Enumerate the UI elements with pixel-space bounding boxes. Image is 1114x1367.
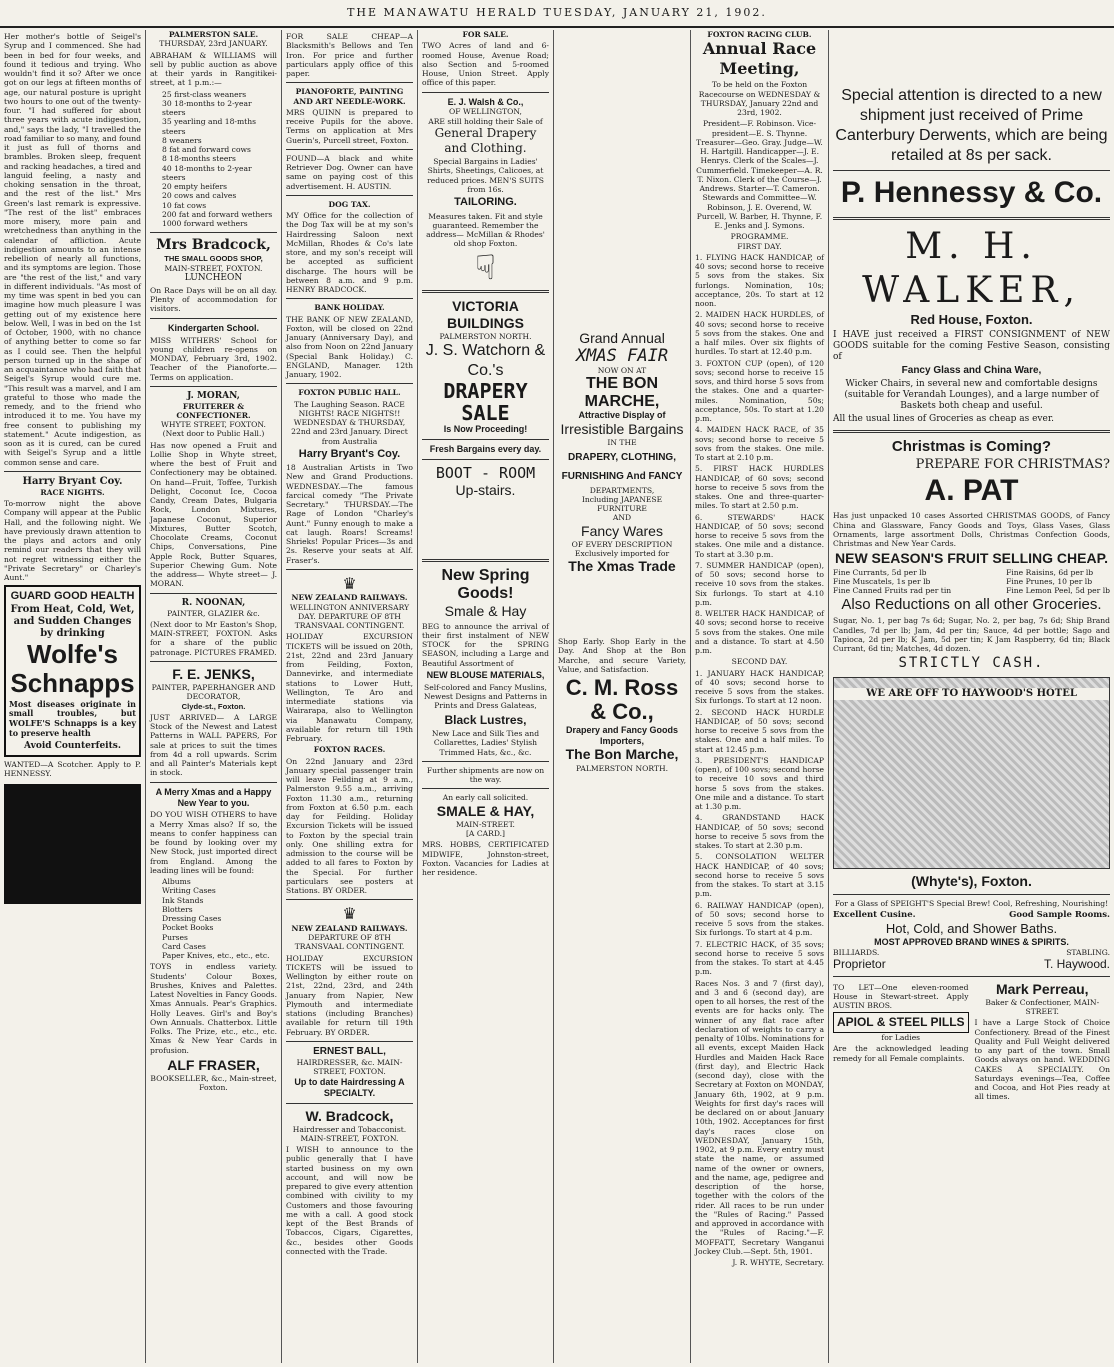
- wanted-ad: WANTED—A Scotcher. Apply to P. HENNESSY.: [4, 759, 141, 778]
- attractive: Attractive Display of: [578, 410, 666, 421]
- imported: Exclusively imported for: [574, 548, 670, 558]
- list-item: Card Cases: [162, 941, 206, 951]
- races-text: On 22nd January and 23rd January special passenger train will leave Feilding at 9 a.m., Palmerston 9.55 a.m., arriving Foxton 11.30 a.m., returning from Foxton at 6.50 p.m. each day for Feilding. Holiday Excursion Tickets will be issued to Foxton by the special train only. One shilling extra for admission to the course will be added to all fares to Foxton by the Special. For further particulars see posters at Stations. BY ORDER.: [286, 756, 413, 896]
- race-event: 6. RAILWAY HANDICAP (open), of 50 sovs; second horse to receive 5 sovs from the stakes. Six furlongs. To start at 4 p.m.: [695, 900, 824, 938]
- blouse: NEW BLOUSE MATERIALS,: [426, 669, 545, 680]
- main-st: MAIN-STREET.: [456, 819, 515, 829]
- sugar: Sugar, No. 1, per bag 7s 6d; Sugar, No. 2, per bag, 7s 6d; Ship Brand Candles, 7d per lb; Jam, 4d per tin; Sauce, 4d per bottle; Sago and Tapioca, 2d per lb; K Jam, 5d per tin; K Jam Raspberry, 6d tin; Black Currant, 6d tin; Matches, 4d dozen.: [833, 616, 1110, 654]
- wicker: Wicker Chairs, in several new and comfortable designs (suitable for Verandah Lounges), and a large number of Baskets both cheap and useful.: [844, 379, 1099, 412]
- programme: PROGRAMME.: [730, 232, 789, 242]
- race-nights-heading: RACE NIGHTS.: [40, 487, 105, 497]
- smale-text: BEG to announce the arrival of their first instalment of NEW STOCK for the SPRING SEASON, including a Large and Beautiful Assortment of: [422, 621, 549, 668]
- sale-title: PALMERSTON SALE.: [168, 30, 259, 39]
- fancy-glass: Fancy Glass and China Ware,: [901, 365, 1042, 377]
- rail1-title: NEW ZEALAND RAILWAYS.: [291, 593, 408, 603]
- crest-icon: ♛: [342, 904, 357, 924]
- column-6: [691, 30, 829, 1363]
- cuisine-row: [833, 910, 1110, 920]
- wb-text: I WISH to announce to the public generally that I have started business on my own account, and will now be prepared to give every attention combined with civility to my Customers and those favouring me with a call. A good stock kept of the Best Brands of Tobaccos, Cigars, Cigarettes, &c., besides other Goods connected with the Trade.: [286, 1145, 413, 1256]
- cuisine-right: Good Sample Rooms.: [1009, 910, 1110, 921]
- blouse-text: Self-colored and Fancy Muslins, Newest Designs and Patterns in Prints and Dress Galateas,: [423, 682, 548, 711]
- piano-text: MRS QUINN is prepared to receive Pupils for the above. Terms on application at Mrs Guerin's, Purcell street, Foxton.: [286, 107, 413, 145]
- club-title: FOXTON RACING CLUB.: [707, 30, 812, 39]
- shop-early: Shop Early. Shop Early in the Day. And Shop at the Bon Marche, and secure Variety, Value, and Satisfaction.: [558, 637, 686, 674]
- fruit-right: [1006, 568, 1110, 596]
- list-item: Fine Muscatels, 1s per lb: [833, 577, 931, 587]
- second-day: SECOND DAY.: [731, 657, 788, 667]
- fruit-left: [833, 568, 951, 596]
- xmas-text: DO YOU WISH OTHERS to have a Merry Xmas also? If so, the means to confer happiness can be found by looking over my New Stock, just imported direct from England. Among the leading lines will be found:: [150, 810, 277, 875]
- special-attention: Special attention is directed to a new shipment just received of Prime Canterbury Derwents, which are being retailed at 8s per sack.: [835, 87, 1108, 164]
- xmas-title: A Merry Xmas and a Happy New Year to you.: [155, 786, 272, 808]
- fraser-trade: BOOKSELLER, &c., Main-street, Foxton.: [150, 1074, 277, 1093]
- race-event: 3. FOXTON CUP (open), of 120 sovs; second horse to receive 15 sovs, and third horse 5 sovs from the stakes. One and a quarter-miles. Nomination, 50s; acceptance, 50s. To start at 1.20 p.m.: [695, 358, 824, 424]
- depts: DRAPERY, CLOTHING, FURNISHING And FANCY: [561, 451, 683, 482]
- smale2: SMALE & HAY,: [436, 802, 535, 819]
- fresh: Fresh Bargains every day.: [429, 444, 542, 455]
- stabling: STABLING.: [1066, 947, 1110, 957]
- list-item: 20 cows and calves: [162, 191, 237, 201]
- lustres-text: New Lace and Silk Ties and Collarettes, Ladies' Stylish Trimmed Hats, &c., &c.: [431, 729, 540, 757]
- jenks-trade: PAINTER, PAPERHANGER AND DECORATOR,: [151, 683, 276, 702]
- hall-sub: The Laughing Season. RACE NIGHTS! RACE NIGHTS!! WEDNESDAY & THURSDAY, 22nd and 23rd January. Direct from Australia: [291, 399, 408, 446]
- bank-title: BANK HOLIDAY.: [314, 303, 385, 313]
- moran-name: J. MORAN,: [187, 390, 240, 401]
- perreau-text: I have a Large Stock of Choice Confectionery. Bread of the Finest Quality and Full Weight delivered to any part of the town. Small Goods always on hand. WEDDING CAKES A SPECIALTY. On Saturdays evenings—Tea, Coffee and Cocoa, and Hot Pies ready at all times.: [974, 1018, 1110, 1102]
- luncheon: LUNCHEON: [184, 272, 243, 283]
- upstairs: Up-stairs.: [455, 482, 516, 499]
- race-event: 2. SECOND HACK HURDLE HANDICAP, of 50 sovs; second horse to receive 5 sovs from the stakes. One and a half miles. To start at 12.45 p.m.: [695, 707, 824, 754]
- annual-title: Annual Race Meeting,: [702, 39, 817, 78]
- seigel-article: Her mother's bottle of Seigel's Syrup and I commenced. She had been in bed for four weeks, and found it tedious and trying. Who wouldn't find it so? After we once got on our legs at fifteen months of age, our natural posture is upright two hours to one out of the twenty-four. "I had suffered for about three years with acute indigestion, and," says the lady, "I travelled the road familiar to so many, and found it just as full of thorns and brambles. Broken sleep, frequent and racking headaches, a tired and languid feeling, a nasty and choking sensation in the throat, and the rest of the list." Mrs Green's last remark is expressive. "The rest of the list" embraces more misery, more pain and wretchedness than anything in the calendar of affliction. Acute indigestion amounts to an intense rebellion of nearly all functions, and its symptoms are legion. Those are "the rest of the list," and vary in different individuals. "As most of my time was spent in bed you can imagine how much pleasure I was getting out of my existence here below. Well, I was in bed on the 1st of October, 1900, with no chance of anything better to come so far as I could see. Then the helpful person turned up in the shape of an acquaintance who had faith that Seigel's Syrup would cure me. "This result was a marvel, and I am grateful to those who made the remedy, and to the friend who introduced it to me. You have my free consent to publishing my statement." Acute indigestion, as soon as it is cured, can be cured with Seigel's Syrup and a little common sense and care.: [4, 32, 141, 467]
- list-item: Fine Currants, 5d per lb: [833, 567, 927, 577]
- race-event: 6. STEWARDS' HACK HANDICAP, of 50 sovs; second horse to receive 5 sovs from the stakes. One mile and a distance. To start at 3.30 p.m.: [695, 512, 824, 559]
- forsale-ad: FOR SALE CHEAP—A Blacksmith's Bellows and Ten Iron. For price and further particulars apply office of this paper.: [286, 32, 413, 78]
- list-item: 8 weaners: [162, 135, 202, 145]
- rail1-text: HOLIDAY EXCURSION TICKETS will be issued on 20th, 21st, 22nd and 23rd January from Feilding, Foxton, Dannevirke, and intermediate stations to Lower Hutt, Wellington, Te Aro and intermediate stations via Wairarapa, also to Wellington via Manawatu Company, available for return till 19th February.: [286, 632, 413, 744]
- speight: For a Glass of SPEIGHT'S Special Brew! Cool, Refreshing, Nourishing!: [834, 899, 1109, 909]
- bottom-ads: [833, 981, 1110, 1104]
- smale-name: Smale & Hay: [444, 602, 527, 619]
- ross-trade: Drapery and Fancy Goods Importers,: [565, 724, 679, 746]
- hall-company: Harry Bryant's Coy.: [298, 447, 401, 460]
- wolfe-name: Wolfe's Schnapps: [10, 639, 135, 698]
- bryant-heading: Harry Bryant Coy.: [22, 475, 123, 487]
- rules-text: Races Nos. 3 and 7 (first day), and 3 and 6 (second day), are open to all horses, the rest of the events are for hacks only. The winner of any flat race after declaration of weights to carry a penalty of 10lbs. Nominations for all events, except Maiden Hack Hurdles and Maiden Hack Race (first day), and Electric Hack (second day), close with the Secretary at Foxton on MONDAY, January 6th, 1902, at 9 p.m. Weights for first day's races will be declared on or about January 10th, 1902. Acceptances for first day's races close on WEDNESDAY, January 15th, 1902, at 9 p.m. Every entry must state the name, or assumed name of the owner or owners, and the name, age, pedigree and description of the horse, together with the colors of the rider. All races to be run under the "Rules of Racing." Passed and approved in accordance with the "Rules of Racing."—F. MOFFATT, Secretary Wanganui Jockey Club.—Sept. 5th, 1901.: [695, 978, 824, 1256]
- race-event: 4. MAIDEN HACK RACE, of 35 sovs; second horse to receive 5 sovs from the stakes. One mile. To start at 2.10 p.m.: [695, 425, 824, 463]
- apiol-sub: for Ladies: [881, 1033, 921, 1043]
- column-5: [554, 30, 691, 1363]
- and: AND: [612, 513, 632, 523]
- proceeding: Is Now Proceeding!: [443, 424, 528, 435]
- coach-illustration: [833, 677, 1110, 869]
- kinder-title: Kindergarten School.: [167, 322, 259, 333]
- forsale-text: TWO Acres of land and 6-roomed House, Avenue Road; also Section and 5-roomed House, Union Street. Apply office of this paper.: [422, 41, 549, 88]
- column-1: [0, 30, 146, 1363]
- first-day: FIRST DAY.: [737, 241, 782, 251]
- sale-date: THURSDAY, 23rd JANUARY.: [159, 39, 268, 49]
- list-item: Purses: [162, 932, 188, 942]
- pat-text: Has just unpacked 10 cases Assorted CHRISTMAS GOODS, of Fancy China and Glassware, Fancy Goods and Toys, Glass Vases, Glass Ornaments, large assortment Dolls, Christmas Confection Goods, Christmas and New Year Cards.: [833, 511, 1110, 549]
- strictly-cash: STRICTLY CASH.: [898, 655, 1045, 672]
- bradcock-shop: THE SMALL GOODS SHOP,: [164, 254, 263, 264]
- dogtax-title: DOG TAX.: [328, 199, 371, 209]
- in-the: IN THE: [607, 438, 637, 448]
- every-desc: OF EVERY DESCRIPTION: [571, 539, 673, 549]
- baths: Hot, Cold, and Shower Baths.: [885, 920, 1058, 936]
- walker: M. H. WALKER,: [862, 225, 1081, 311]
- luncheon-text: On Race Days will be on all day. Plenty of accommodation for visitors.: [150, 285, 277, 314]
- moran-trade: FRUITERER & CONFECTIONER.: [176, 401, 251, 420]
- race-event: 7. SUMMER HANDICAP (open), of 50 sovs; second horse to receive 10 sovs from the stakes. Six furlongs. To start at 4.10 p.m.: [695, 560, 824, 607]
- walsh-more: Special Bargains in Ladies' Shirts, Sheetings, Calicoes, at reduced prices. MEN'S SUITS from 16s.: [427, 157, 544, 194]
- billiards: BILLIARDS.: [833, 947, 880, 957]
- victoria-title: VICTORIA BUILDINGS: [447, 297, 524, 331]
- pointing-hand-icon: ☟: [475, 247, 496, 288]
- race-event: 3. PRESIDENT'S HANDICAP (open), of 100 sovs; second horse to receive 10 sovs and third horse 5 sovs from the stakes. One mile and a distance. To start at 1.30 p.m.: [695, 755, 824, 812]
- sale-intro: ABRAHAM & WILLIAMS will sell by public auction as above at their yards in Rangitikei-street, at 1 p.m.:—: [150, 50, 277, 88]
- held: To be held on the Foxton Racecourse on WEDNESDAY & THURSDAY, January 22nd and 23rd, 1902.: [698, 80, 821, 118]
- race-event: 1. JANUARY HACK HANDICAP, of 40 sovs; second horse to receive 5 sovs from the stakes. Six furlongs. To start at 12 noon.: [695, 668, 824, 706]
- wolfe-text: Most diseases originate in small troubles, but WOLFE'S Schnapps is a key to preserve health: [9, 698, 136, 738]
- drapery-sale: DRAPERY SALE: [443, 379, 528, 426]
- including: Including JAPANESE FURNITURE: [581, 494, 663, 513]
- lustres: Black Lustres,: [444, 712, 527, 727]
- list-item: Dressing Cases: [162, 914, 222, 924]
- apiol-text: Are the acknowledged leading remedy for all Female complaints.: [833, 1044, 969, 1063]
- list-item: 8 18-months steers: [162, 154, 236, 164]
- race-event: 7. ELECTRIC HACK, of 35 sovs; second horse to receive 5 sovs from the stakes. To start at 4.45 p.m.: [695, 939, 824, 977]
- victoria-addr: PALMERSTON NORTH.: [439, 331, 532, 341]
- crest-icon: ♛: [342, 573, 357, 593]
- ball-text: Up to date Hairdressing A SPECIALTY.: [294, 1076, 405, 1098]
- black-block: [4, 784, 141, 904]
- walker-text: I HAVE just received a FIRST CONSIGNMENT of NEW GOODS suitable for the coming Festive Season, consisting of: [833, 330, 1110, 363]
- wines: MOST APPROVED BRAND WINES & SPIRITS.: [874, 936, 1069, 947]
- noonan-trade: PAINTER, GLAZIER &c.: [167, 608, 260, 618]
- rail2-text: HOLIDAY EXCURSION TICKETS will be issued to Wellington by either route on 21st, 22nd, 23rd, and 24th January from Napier, New Plymouth and intermediate stations (including Branches) available for return till 19th February. BY ORDER.: [286, 953, 413, 1037]
- list-item: Writing Cases: [162, 886, 216, 896]
- ball-trade: HAIRDRESSER, &c. MAIN-STREET, FOXTON.: [296, 1058, 403, 1077]
- bon-marche-2: The Bon Marche,: [565, 746, 679, 763]
- wb-name: W. Bradcock,: [305, 1107, 394, 1124]
- fruit-title: NEW SEASON'S FRUIT SELLING CHEAP.: [835, 550, 1108, 567]
- race-event: 1. FLYING HACK HANDICAP, of 40 sovs; second horse to receive 5 sovs from the stakes. Six furlongs. Nomination, 10s; acceptance, 20s. To start at 12 noon.: [695, 252, 824, 309]
- list-item: 10 fat cows: [162, 200, 207, 210]
- ball-name: ERNEST BALL,: [313, 1045, 386, 1057]
- list-item: Albums: [162, 877, 191, 887]
- forsale-title: FOR SALE.: [462, 30, 509, 39]
- tailoring: TAILORING.: [454, 196, 517, 209]
- list-item: Fine Prunes, 10 per lb: [1006, 577, 1093, 587]
- reductions: Also Reductions on all other Groceries.: [841, 595, 1102, 613]
- bryant-article: To-morrow night the above Company will appear at the Public Hall, and the following night. We have previously drawn attention to the plays and actors and only remind our readers that they will not regret witnessing either the "Private Secretary" or Charley's Aunt.": [4, 499, 141, 583]
- race-event: 2. MAIDEN HACK HURDLES, of 40 sovs; second horse to receive 5 sovs from the stakes. One and a half miles. Over six flights of hurdles. To start at 12.40 p.m.: [695, 310, 824, 357]
- hall-text: 18 Australian Artists in Two New and Grand Productions. WEDNESDAY.—The famous farcical comedy "The Private Secretary." THURSDAY.—The Rage of London "Charley's Aunt." Funny enough to make a cat laugh. Roars! Screams! Shrieks! Popular Prices—3s and 2s. Reserve your seats at Alf. Fraser's.: [286, 463, 413, 565]
- list-item: 1000 forward wethers: [162, 219, 248, 228]
- race-event: 5. CONSOLATION WELTER HACK HANDICAP, of 40 sovs; second horse to receive 5 sovs from the stakes. To start at 3.15 p.m.: [695, 852, 824, 899]
- tailor-text: Measures taken. Fit and style guaranteed. Remember the address— McMillan & Rhodes' old shop Foxton.: [426, 211, 545, 249]
- piano-title: PIANOFORTE, PAINTING AND ART NEEDLE-WORK.: [293, 87, 406, 106]
- column-7: [829, 30, 1114, 1363]
- found-ad: FOUND—A black and white Retriever Dog. Owner can have same on paying cost of this advertisement. H. AUSTIN.: [286, 153, 413, 191]
- noonan-name: R. NOONAN,: [181, 597, 246, 608]
- list-item: Fine Raisins, 6d per lb: [1006, 567, 1094, 577]
- hennessy: P. Hennessy & Co.: [840, 176, 1103, 209]
- list-item: 35 yearling and 18-mths steers: [162, 117, 257, 136]
- prepare: PREPARE FOR CHRISTMAS?: [915, 456, 1110, 472]
- list-item: 40 18-months to 2-year steers: [162, 163, 252, 182]
- haywood: T. Haywood.: [1043, 957, 1110, 972]
- bradcock-name: Mrs Bradcock,: [156, 237, 271, 254]
- column-2: [146, 30, 282, 1363]
- xmas-more: TOYS in endless variety. Students' Colour Boxes, Brushes, Knives and Palettes. Latest Novelties in Fancy Goods. Xmas Annuals. Pear's Graphics. Holly Leaves. Girl's and Boy's Own Annuals. Chatterbox. Little Folks. The Prize, etc., etc., etc. Xmas & New Year Cards in profusion.: [150, 962, 277, 1055]
- walsh-goods: General Drapery and Clothing.: [434, 125, 537, 155]
- list-item: Pocket Books: [162, 923, 214, 933]
- proprietor-row: [833, 957, 1110, 972]
- list-item: 8 fat and forward cows: [162, 145, 251, 154]
- apiol: APIOL & STEEL PILLS: [833, 1012, 969, 1033]
- hobbs: MRS. HOBBS, CERTIFICATED MIDWIFE, Johnston-street, Foxton. Vacancies for Ladies at her residence.: [422, 840, 549, 878]
- bradcock-addr: MAIN-STREET, FOXTON.: [164, 263, 263, 273]
- stock-list: [162, 90, 277, 229]
- tolet: TO LET—One eleven-roomed House in Stewart-street. Apply AUSTIN BROS.: [833, 982, 969, 1011]
- early: An early call solicited.: [442, 793, 529, 803]
- walsh-name: E. J. Walsh & Co.,: [447, 96, 524, 107]
- perreau: Mark Perreau,: [995, 980, 1089, 997]
- rail1-sub: WELLINGTON ANNIVERSARY DAY. DEPARTURE OF 8TH TRANSVAAL CONTINGENT.: [289, 602, 410, 631]
- hall-title: FOXTON PUBLIC HALL.: [298, 388, 401, 398]
- race-event: 4. GRANDSTAND HACK HANDICAP, of 50 sovs; second horse to receive 5 sovs from the stakes. To start at 2.30 p.m.: [695, 813, 824, 851]
- races-title: FOXTON RACES.: [313, 745, 386, 755]
- proprietor: Proprietor: [833, 957, 886, 972]
- race-event: 5. FIRST HACK HURDLES HANDICAP, of 60 sovs; second horse to receive 5 sovs from the stakes. One and three-quarter-miles. To start at 2.50 p.m.: [695, 464, 824, 511]
- now-on: NOW ON AT: [597, 365, 647, 375]
- fancy-wares: Fancy Wares: [581, 522, 663, 539]
- fruit-prices: [833, 568, 1110, 596]
- moran-text: Has now opened a Fruit and Lollie Shop in Whyte street, where the best of Fruit and Confectionery may be obtained. On hand—Fruit, Toffee, Turkish Delight, Coconut Ice, Cocoa Candy, Cream Dates, Bulgaria Rock, London Mixtures, Japanese Coconut, Superior Mixtures, Butter Scotch, Chocolate Creams, Coconut Chips, Conversations, Pine Apple Rock, Butter Squares, Superior Chewing Gum. Note the address— Whyte street— J. MORAN.: [150, 440, 277, 589]
- walsh-text: ARE still holding their Sale of: [428, 116, 543, 126]
- xmas-list: [162, 877, 277, 960]
- grand-annual: Grand Annual: [579, 330, 665, 346]
- fraser-name: ALF FRASER,: [167, 1056, 260, 1073]
- wb-trade: Hairdresser and Tobacconist. MAIN-STREET, FOXTON.: [292, 1124, 407, 1143]
- new-spring: New Spring Goods!: [441, 567, 530, 602]
- right-ads: [975, 981, 1111, 1104]
- xmas-trade: The Xmas Trade: [568, 558, 676, 575]
- race-event: 8. WELTER HACK HANDICAP, of 40 sovs; second horse to receive 5 sovs from the stakes. One mile and a distance. To start at 4.50 p.m.: [695, 609, 824, 656]
- jenks-name: F. E. JENKS,: [172, 665, 255, 682]
- list-item: Paper Knives, etc., etc., etc.: [162, 951, 270, 961]
- departments: DEPARTMENTS,: [589, 485, 655, 495]
- boot-room: BOOT - ROOM: [435, 464, 536, 482]
- list-item: Fine Canned Fruits rad per tin: [833, 586, 952, 596]
- list-item: 30 18-months to 2-year steers: [162, 98, 252, 117]
- card: [A CARD.]: [465, 829, 506, 839]
- palm: PALMERSTON NORTH.: [575, 763, 669, 773]
- masthead: THE MANAWATU HERALD TUESDAY, JANUARY 21, 1902.: [0, 0, 1114, 28]
- noonan-text: (Next door to Mr Easton's Shop, MAIN-STREET, FOXTON. Asks for a share of the public patronage. PICTURES FRAMED.: [150, 619, 277, 657]
- left-ads: [833, 981, 969, 1104]
- bank-text: THE BANK OF NEW ZEALAND, Foxton, will be closed on 22nd January (Anniversary Day), and also from Noon on 22nd January (Special Bank Holiday.) C. ENGLAND, Manager. 12th January, 1902.: [286, 314, 413, 379]
- list-item: Blotters: [162, 904, 193, 914]
- groceries: All the usual lines of Groceries as cheap as ever.: [833, 414, 1055, 425]
- jenks-addr: Clyde-st., Foxton.: [181, 701, 246, 711]
- perreau-trade: Baker & Confectioner, MAIN-STREET.: [985, 997, 1100, 1017]
- list-item: Ink Stands: [162, 895, 204, 905]
- list-item: 20 empty heifers: [162, 182, 228, 191]
- dogtax-text: MY Office for the collection of the Dog Tax will be at my son's Hairdressing Saloon next McMillan, Rhodes & Co's late store, and my son's receipt will be accepted as sufficient discharge. The hours will be between 8 a.m. and 9 p.m. HENRY BRADCOCK.: [286, 211, 413, 294]
- red-house: Red House, Foxton.: [910, 312, 1033, 328]
- moran-addr: WHYTE STREET, FOXTON. (Next door to Public Hall.): [161, 420, 266, 439]
- kinder-text: MISS WITHERS' School for young children re-opens on MONDAY, February 3rd, 1902. Teacher of the Pianoforte.—Terms on application.: [150, 335, 277, 382]
- walsh-addr: OF WELLINGTON,: [449, 107, 522, 117]
- billiards-row: [833, 948, 1110, 957]
- officials: President—F. Robinson. Vice-president—E. S. Thynne. Treasurer—Geo. Gray. Judge—W. H. Hartgill. Handicapper—J. E. Henrys. Clerk of the Scales—J. Cummerfield. Timekeeper—A. R. T. Nixon. Clerk of the Course—J. Andrews. Starter—T. Cameron. Stewards and Committee—W. Robinson, J. E. Overend, W. Purcell, W. Barber, H. Thynne, F. E. Jenks and J. Symons.: [696, 119, 823, 231]
- list-item: 200 fat and forward wethers: [162, 209, 273, 219]
- list-item: Fine Lemon Peel, 5d per lb: [1006, 586, 1110, 596]
- a-pat: A. PAT: [924, 473, 1019, 507]
- christmas-coming: Christmas is Coming?: [891, 438, 1052, 456]
- wolfe-guard: GUARD GOOD HEALTH: [10, 590, 135, 603]
- rail2-title: NEW ZEALAND RAILWAYS.: [291, 923, 408, 933]
- watchorn: J. S. Watchorn & Co.'s: [425, 342, 546, 379]
- wolfe-avoid: Avoid Counterfeits.: [24, 740, 121, 751]
- wolfe-ad: [4, 585, 141, 756]
- column-3: [282, 30, 418, 1363]
- rail2-sub: DEPARTURE OF 8TH TRANSVAAL CONTINGENT.: [294, 933, 405, 952]
- ross: C. M. Ross & Co.,: [565, 675, 679, 725]
- jenks-text: JUST ARRIVED— A LARGE Stock of the Newest and Latest Patterns in WALL PAPERS, For sale at prices to suit the times from 4d a roll upwards. Scrim and all Painter's Materials kept in stock.: [150, 712, 277, 778]
- whyte: J. R. WHYTE, Secretary.: [732, 1258, 824, 1268]
- wolfe-from: From Heat, Cold, Wet, and Sudden Changes by drinking: [10, 603, 135, 640]
- hotel: (Whyte's), Foxton.: [911, 872, 1032, 889]
- cuisine-left: Excellent Cusine.: [833, 910, 916, 921]
- shipments: Further shipments are now on the way.: [426, 765, 545, 785]
- column-4: [418, 30, 554, 1363]
- cut-caption: WE ARE OFF TO HAYWOOD'S HOTEL: [834, 688, 1109, 700]
- list-item: 25 first-class weaners: [162, 89, 247, 99]
- irresistible: Irresistible Bargains: [560, 421, 684, 438]
- bon-marche: THE BON MARCHE,: [584, 375, 660, 410]
- xmas-fair: XMAS FAIR: [575, 346, 669, 367]
